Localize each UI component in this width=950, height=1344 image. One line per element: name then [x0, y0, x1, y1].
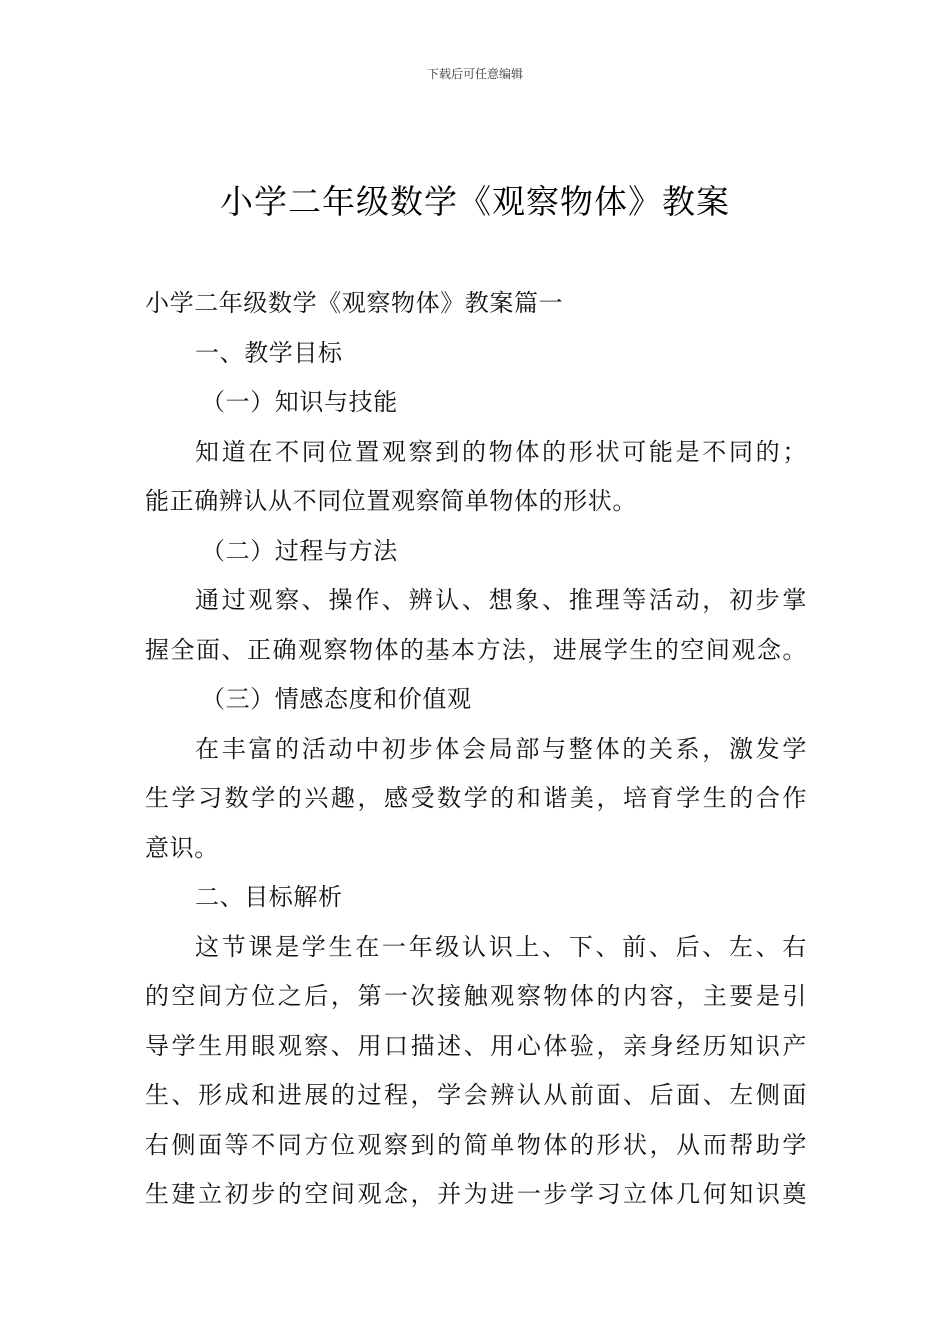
paragraph-line: 生、形成和进展的过程，学会辨认从前面、后面、左侧面 [145, 1081, 807, 1109]
paragraph-line: 生建立初步的空间观念，并为进一步学习立体几何知识奠 [145, 1180, 807, 1208]
paragraph-line: 的空间方位之后，第一次接触观察物体的内容，主要是引 [145, 982, 807, 1010]
heading-level-1: 一、教学目标 [195, 338, 343, 367]
paragraph-line: 导学生用眼观察、用口描述、用心体验，亲身经历知识产 [145, 1031, 807, 1060]
paragraph-line: 意识。 [145, 833, 219, 862]
paragraph-line: 握全面、正确观察物体的基本方法，进展学生的空间观念。 [145, 635, 807, 664]
header-note: 下载后可任意编辑 [426, 67, 523, 81]
paragraph-line: 这节课是学生在一年级认识上、下、前、后、左、右 [195, 932, 807, 961]
section-heading: 小学二年级数学《观察物体》教案篇一 [145, 289, 564, 317]
heading-level-1: 二、目标解析 [195, 883, 343, 911]
heading-level-2: （一）知识与技能 [201, 388, 398, 416]
paragraph-line: 知道在不同位置观察到的物体的形状可能是不同的； [195, 437, 807, 466]
heading-level-2: （二）过程与方法 [201, 536, 398, 565]
paragraph-line: 在丰富的活动中初步体会局部与整体的关系，激发学 [195, 734, 807, 763]
paragraph-line: 右侧面等不同方位观察到的简单物体的形状，从而帮助学 [145, 1130, 807, 1159]
document-body [145, 279, 807, 1220]
heading-level-2: （三）情感态度和价值观 [201, 685, 472, 713]
paragraph-line: 通过观察、操作、辨认、想象、推理等活动，初步掌 [195, 586, 807, 614]
document-title: 小学二年级数学《观察物体》教案 [220, 182, 730, 221]
paragraph-line: 能正确辨认从不同位置观察简单物体的形状。 [145, 487, 637, 515]
paragraph-line: 生学习数学的兴趣，感受数学的和谐美，培育学生的合作 [145, 784, 807, 812]
